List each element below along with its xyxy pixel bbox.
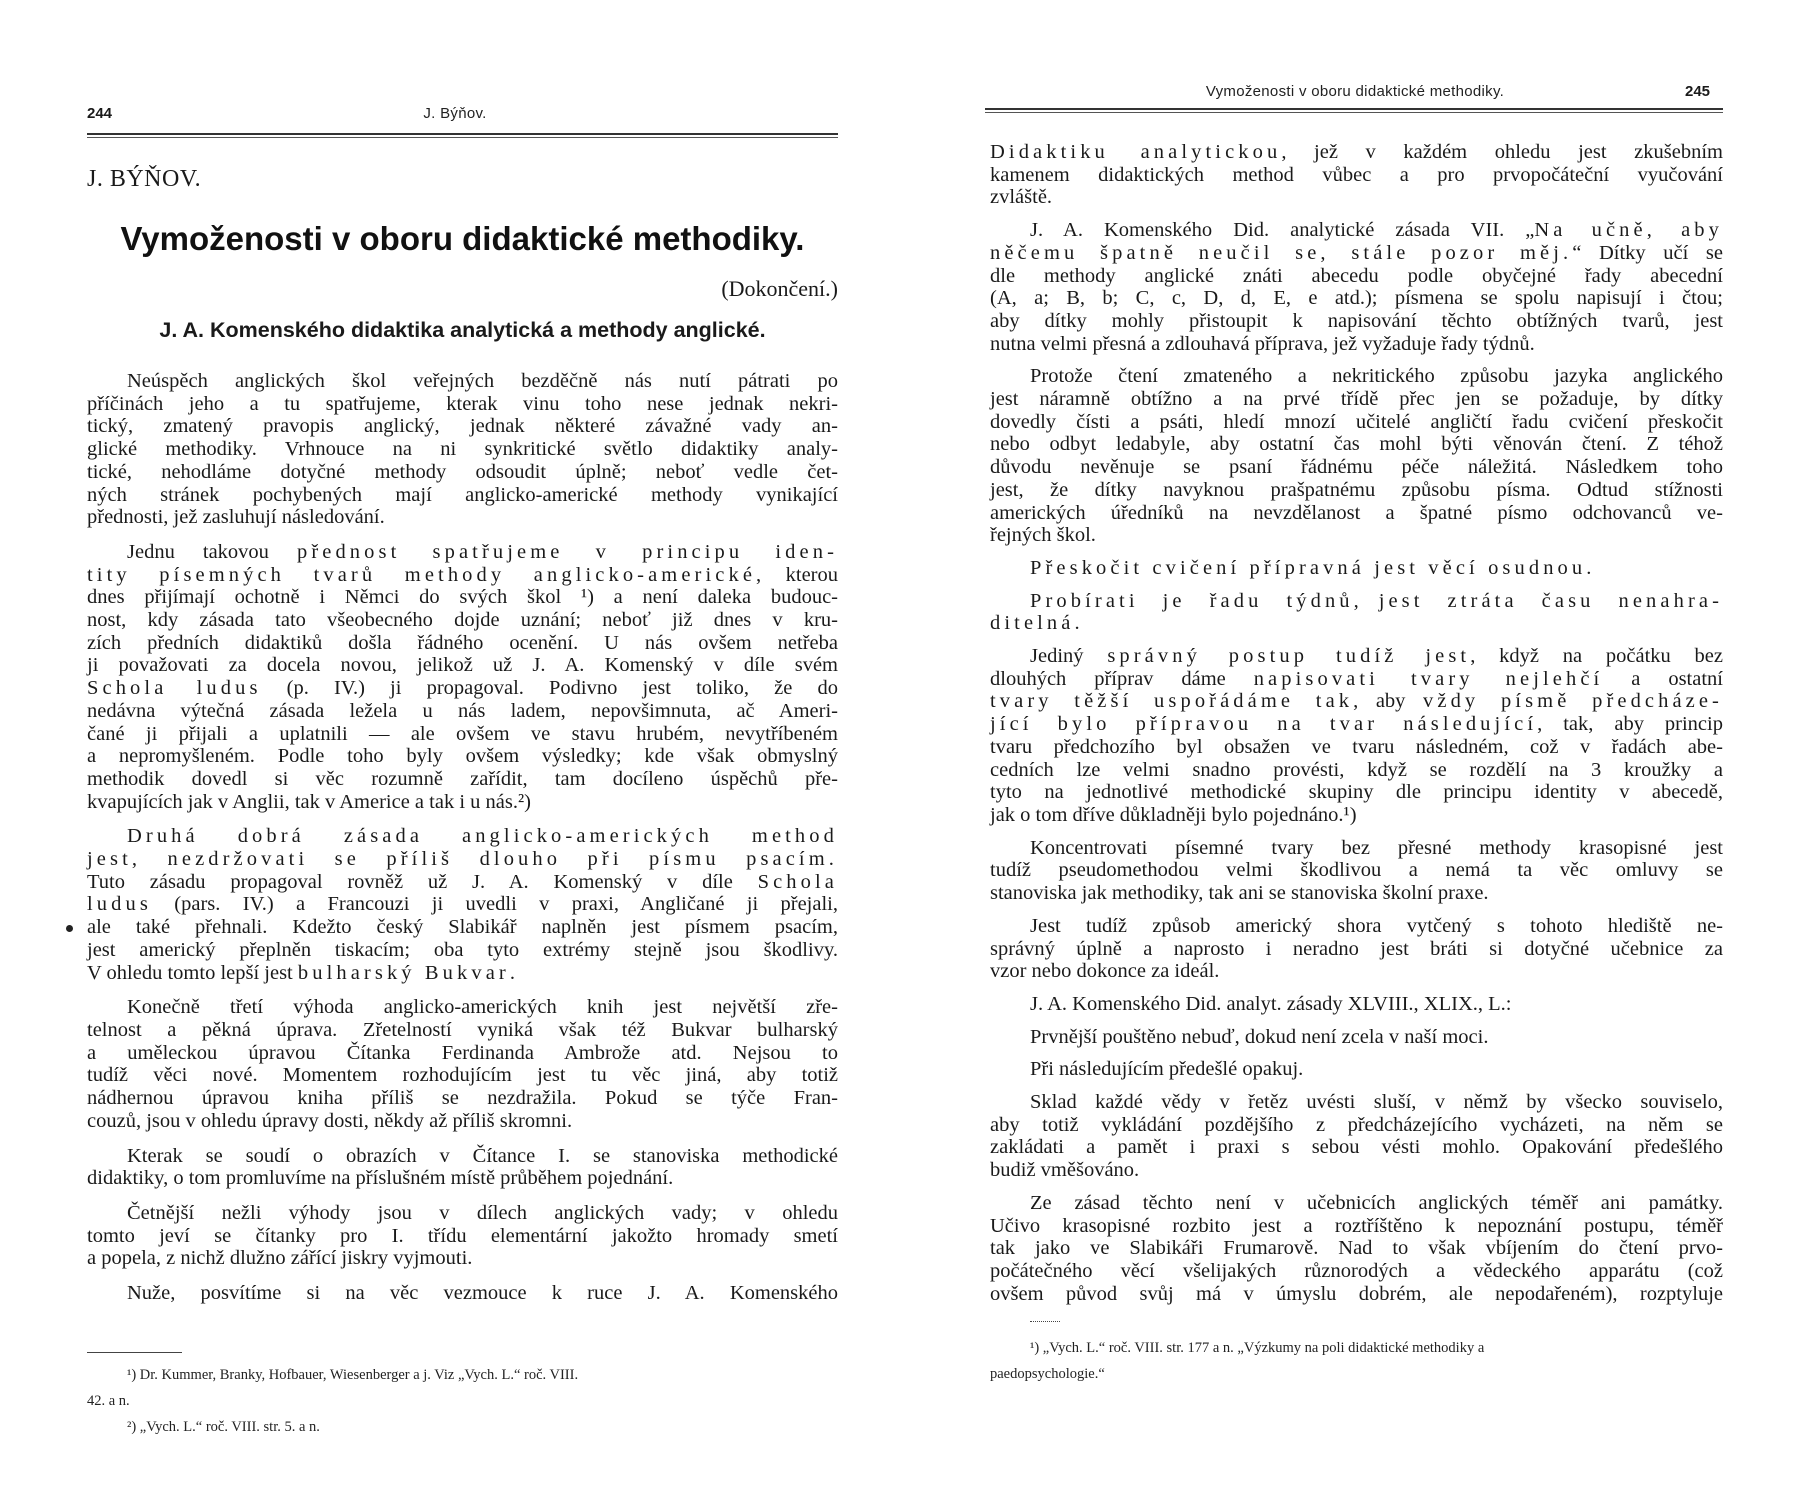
footnote-rule <box>1030 1321 1060 1322</box>
spaced-emphasis: bulharský Bukvar <box>297 961 510 984</box>
footnote: ¹) Dr. Kummer, Branky, Hofbauer, Wiesenberger a j. Viz „Vych. L.“ roč. VIII. <box>127 1367 579 1383</box>
text-line: nost, kdy zásada tato všeobecného dojde uznání; neboť již dnes v kru- <box>87 609 838 632</box>
paragraph <box>990 645 1723 827</box>
page-number: 244 <box>87 105 113 122</box>
spaced-emphasis: něčemu špatně neučil se, stále pozor měj. <box>990 241 1573 264</box>
paragraph <box>990 837 1723 905</box>
text-line <box>990 645 1723 668</box>
spaced-emphasis: správný postup tudíž jest <box>1107 645 1471 668</box>
text-line: kvapujících jak v Anglii, tak v Americe a tak i u nás.²) <box>87 790 531 813</box>
paragraph <box>990 219 1723 355</box>
page-number: 245 <box>1685 83 1711 100</box>
text-line <box>87 848 838 871</box>
text-line: tvaru předchozího byl obsažen ve tvaru následném, což v řadách abe- <box>990 735 1723 758</box>
footnote: 42. a n. <box>87 1393 130 1409</box>
text-line <box>87 677 838 700</box>
text-segment: , kterou <box>756 563 838 586</box>
text-line: a popela, z nichž dlužno zářící jiskry vyjmouti. <box>87 1247 473 1270</box>
text-line: ných stránek pochybených mají anglicko-americké methody vynikající <box>87 483 838 506</box>
text-line: didaktiky, o tom promluvíme na příslušném místě průběhem pojednání. <box>87 1167 674 1190</box>
text-segment: , když na počátku bez <box>1470 645 1723 668</box>
text-line: řejných škol. <box>990 524 1096 547</box>
text-segment: . <box>1586 556 1592 579</box>
right-footnotes <box>990 1335 1723 1387</box>
text-line: stanoviska jak methodiky, tak ani se stanoviska školní praxe. <box>990 882 1489 905</box>
text-line <box>87 541 838 564</box>
text-segment: , <box>1353 589 1379 612</box>
paragraph <box>87 370 838 529</box>
text-line: ji považovati za docela novou, jelikož už J. A. Komenský v díle svém <box>87 654 838 677</box>
text-line: nutna velmi přesná a zdlouhavá příprava, jež vyžaduje řady týdnů. <box>990 332 1535 355</box>
paragraph <box>87 1202 838 1270</box>
text-segment: Jednu takovou <box>127 540 297 563</box>
footnote-rule <box>87 1352 182 1353</box>
text-line: čané ji přijali a uplatnili — ale ovšem ve stavu hrubém, nevytříbeném <box>87 722 838 745</box>
paragraph <box>87 1145 838 1190</box>
text-line: přednosti, jež zasluhují následování. <box>87 506 385 529</box>
text-line: telnost a pěkná úprava. Zřetelností vyniká však též Bukvar bulharský <box>87 1018 838 1041</box>
text-segment: , aby <box>1353 690 1424 713</box>
spaced-emphasis: Schola ludus <box>87 677 262 700</box>
text-line: tické, nehodláme dotyčné methody odsoudit úplně; neboť vedle čet- <box>87 460 838 483</box>
text-line: ale také přehnali. Kdežto český Slabikář naplněn jest písmem psacím, <box>87 916 838 939</box>
text-line: dle methody anglické znáti abecedu podle obyčejné řady abecední <box>990 264 1723 287</box>
spaced-emphasis: ludus <box>87 893 152 916</box>
text-line: jest americký přeplněn tiskacím; oba tyto extrémy stejně jsou škodlivy. <box>87 938 838 961</box>
text-line: tický, zmatený pravopis anglický, jednak některé závažné vady an- <box>87 415 838 438</box>
text-segment: “ Dítky učí se <box>1572 241 1723 264</box>
paragraph <box>990 1026 1723 1049</box>
text-segment: V ohledu tomto lepší jest <box>87 961 298 984</box>
text-line: aby totiž vykládání pozdějšího z předcházejícího vycházeti, na něm se <box>990 1113 1723 1136</box>
spaced-emphasis: Probírati je řadu týdnů <box>1030 589 1354 612</box>
text-segment: . <box>1074 612 1080 635</box>
paragraph <box>87 541 838 813</box>
text-line: Nuže, posvítíme si na věc vezmouce k ruce J. A. Komenského <box>127 1282 838 1305</box>
text-line <box>990 141 1723 164</box>
text-line: cedních lze velmi snadno provésti, když se rozdělí na 3 kroužky a <box>990 758 1723 781</box>
text-line: důvodu nevěnuje se psaní řádnému péče náležitá. Následkem toho <box>990 456 1723 479</box>
text-line: kamenem didaktických method vůbec a pro prvopočáteční vyučování <box>990 163 1723 186</box>
text-line: nebo odbyt ledabyle, aby ostatní čas mohl býti věnován čtení. Z téhož <box>990 433 1723 456</box>
text-line: Koncentrovati písemné tvary bez přesné methody krasopisné jest <box>1030 836 1723 859</box>
text-segment: dlouhých příprav dáme <box>990 667 1254 690</box>
text-line: tudíž pseudomethodou velmi škodlivou a nemá ta věc omluvy se <box>990 859 1723 882</box>
margin-mark <box>66 925 73 932</box>
paragraph <box>990 1192 1723 1306</box>
spaced-emphasis: jící bylo přípravou na tvar následující <box>990 713 1538 736</box>
text-line: dnes přijímají ochotně i Němci do svých škol ¹) a není daleka budouc- <box>87 586 838 609</box>
paragraph <box>87 996 838 1132</box>
continued-note: (Dokončení.) <box>721 276 838 301</box>
text-line: jest, že dítky navyknou prašpatnému způsobu písma. Odtud stížnosti <box>990 478 1723 501</box>
text-line: Četnější nežli výhody jsou v dílech anglických vady; v ohledu <box>127 1201 838 1224</box>
paragraph <box>990 1058 1723 1081</box>
text-line: ovšem původ svůj má v úmyslu dobrém, ale nepodařeném), rozptyluje <box>990 1282 1723 1305</box>
text-line: a uměleckou úpravou Čítanka Ferdinanda Ambrože atd. Nejsou to <box>87 1041 838 1064</box>
text-line: jest náramně obtížno a na prvé třídě přec jen se požaduje, by dítky <box>990 388 1723 411</box>
article-author: J. BÝŇOV. <box>87 166 202 192</box>
text-line: jak o tom dříve důkladněji bylo pojednáno.¹) <box>990 803 1357 826</box>
spaced-emphasis: jest ztráta času nenahra- <box>1378 589 1723 612</box>
text-line <box>87 825 838 848</box>
spaced-emphasis: jest, nezdržovati se příliš dlouho při písmu psacím. <box>87 848 838 871</box>
left-footnotes <box>87 1362 838 1440</box>
footnote: paedopsychologie.“ <box>990 1366 1105 1382</box>
text-line: tyto na jednotlivé methodické skupiny dle principu identity v abecedě, <box>990 781 1723 804</box>
text-line <box>87 893 838 916</box>
text-line: Při následujícím předešlé opakuj. <box>1030 1058 1304 1081</box>
text-line: zích předních didaktiků došla řádného ocenění. U nás ovšem netřeba <box>87 631 838 654</box>
left-body-text <box>87 370 838 1305</box>
text-line: Učivo krasopisné rozbito jest a roztříštěno k nepoznání postupu, téměř <box>990 1214 1723 1237</box>
text-line: Kterak se soudí o obrazích v Čítance I. se stanoviska methodické <box>127 1144 838 1167</box>
text-line: J. A. Komenského Did. analyt. zásady XLVIII., XLIX., L.: <box>1030 992 1512 1015</box>
text-line: tomto jeví se čítanky pro I. třídu elementární jakožto hromady smetí <box>87 1224 838 1247</box>
text-line <box>87 871 838 894</box>
text-line: (A, a; B, b; C, c, D, d, E, e atd.); písmena se spolu napisují i čtou; <box>990 287 1723 310</box>
text-line <box>990 690 1723 713</box>
paragraph <box>990 141 1723 209</box>
text-line: couzů, jsou v ohledu úpravy dosti, někdy až příliš skromni. <box>87 1109 573 1132</box>
spaced-emphasis: Didaktiku analytickou <box>990 141 1282 163</box>
text-line <box>990 612 1723 635</box>
text-line: Prvnější pouštěno nebuď, dokud není zcela v naší moci. <box>1030 1025 1489 1048</box>
text-line <box>990 242 1723 265</box>
text-segment: J. A. Komenského Did. analytické zásada VII. „ <box>1030 219 1535 242</box>
text-line: Jest tudíž způsob americký shora vytčený s tohoto hlediště ne- <box>1030 914 1723 937</box>
spaced-emphasis: Na učně, aby <box>1534 219 1723 242</box>
spaced-emphasis: tity písemných tvarů methody anglicko-americké <box>87 563 757 586</box>
text-line: budiž vměšováno. <box>990 1159 1140 1182</box>
paragraph <box>990 915 1723 983</box>
text-line <box>87 962 838 985</box>
spaced-emphasis: Přeskočit cvičení přípravná jest věcí osudnou <box>1030 556 1587 579</box>
text-line <box>990 668 1723 691</box>
text-segment: (p. IV.) ji propagoval. Podivno jest toliko, že do <box>261 677 838 700</box>
header-rule <box>87 133 838 138</box>
text-segment: , jež v každém ohledu jest zkušebním <box>1281 141 1723 163</box>
text-line: Sklad každé vědy v řetěz uvésti sluší, v němž by všecko souviselo, <box>1030 1091 1723 1114</box>
spaced-emphasis: přednost spatřujeme v principu iden- <box>296 540 839 563</box>
text-line: dovedly čísti a psáti, hledí mnozí učitelé angličtí řadu cvičení přeskočit <box>990 410 1723 433</box>
text-line: Protože čtení zmateného a nekritického způsobu jazyka anglického <box>1030 365 1723 388</box>
text-line: tak jako ve Slabikáři Frumarově. Nad to však vbíjením do čtení prvo- <box>990 1237 1723 1260</box>
section-heading: J. A. Komenského didaktika analytická a methody anglické. <box>159 318 766 342</box>
spaced-emphasis: Schola <box>757 870 838 893</box>
paragraph <box>87 825 838 984</box>
running-head: J. Býňov. <box>423 105 487 122</box>
text-segment: Jediný <box>1030 645 1108 668</box>
paragraph <box>990 1091 1723 1182</box>
text-line: Ze zásad těchto není v učebnicích anglických téměř ani památky. <box>1030 1191 1723 1214</box>
text-segment: (pars. IV.) a Francouzi ji uvedli v praxi, Angličané ji přejali, <box>151 893 838 916</box>
text-line: správný úplně a naprosto i neradno jest bráti si dotyčné učebnice za <box>990 937 1723 960</box>
spaced-emphasis: ditelná <box>990 612 1075 635</box>
text-line: zakládati a pamět i praxi s sebou vésti mohlo. Opakování předešlého <box>990 1136 1723 1159</box>
running-head: Vymoženosti v oboru didaktické methodiky. <box>1205 83 1505 100</box>
text-line: nedávna výtečná zásada ležela u nás ladem, nepovšimnuta, ač Ameri- <box>87 699 838 722</box>
text-line: Konečně třetí výhoda anglicko-amerických knih jest největší zře- <box>127 996 838 1019</box>
paragraph <box>990 993 1723 1016</box>
spaced-emphasis: vždy písmě předcháze- <box>1423 690 1723 713</box>
paragraph <box>990 365 1723 547</box>
text-line: zvláště. <box>990 186 1053 209</box>
paragraph <box>87 1282 838 1305</box>
text-line <box>990 219 1723 242</box>
header-rule <box>985 108 1723 113</box>
text-line: tudíž věci nové. Momentem rozhodujícím jest tu věc jiná, aby totiž <box>87 1064 838 1087</box>
spaced-emphasis: napisovati tvary nejlehčí <box>1253 667 1604 690</box>
footnote: ¹) „Vych. L.“ roč. VIII. str. 177 a n. „Výzkumy na poli didaktické methodiky a <box>1030 1340 1485 1356</box>
paragraph <box>990 557 1723 580</box>
text-line: Neúspěch anglických škol veřejných bezděčně nás nutí pátrati po <box>127 370 838 392</box>
text-line <box>990 713 1723 736</box>
paragraph <box>990 590 1723 635</box>
text-line: methodik dovedl si věc rozumně zařídit, tam docíleno úspěchů pře- <box>87 767 838 790</box>
text-segment: Tuto zásadu propagoval rovněž už J. A. Komenský v díle <box>87 870 758 893</box>
text-segment: , tak, aby princip <box>1537 713 1723 736</box>
text-segment: . <box>509 961 515 984</box>
footnote: ²) „Vych. L.“ roč. VIII. str. 5. a n. <box>127 1419 320 1435</box>
text-line: příčinách jeho a tu spatřujeme, kterak vinu toho nese jednak nekri- <box>87 392 838 415</box>
right-body-text <box>990 141 1723 1305</box>
article-title: Vymoženosti v oboru didaktické methodiky. <box>120 220 805 257</box>
text-segment: a ostatní <box>1603 667 1723 690</box>
text-line: amerických úředníků na nevzdělanost a špatné písmo odchovanců ve- <box>990 501 1723 524</box>
text-line: počátečného věcí všelijakých různorodých a vědeckého apparátu (což <box>990 1259 1723 1282</box>
text-line: nádhernou úpravou kniha příliš se nezdražila. Pokud se týče Fran- <box>87 1087 838 1110</box>
text-line <box>990 590 1723 613</box>
text-line <box>990 557 1723 580</box>
text-line: glické methodiky. Vrhnouce na ni synkritické světlo didaktiky analy- <box>87 438 838 461</box>
text-line: aby dítky mohly přistoupit k napisování těchto obtížných tvarů, jest <box>990 309 1723 332</box>
text-line: vzor nebo dokonce za ideál. <box>990 960 1220 983</box>
text-line <box>87 564 838 587</box>
text-line: a nepromyšleném. Podle toho byly ovšem výsledky; kde však obmyslný <box>87 745 838 768</box>
spaced-emphasis: tvary těžší uspořádáme tak <box>990 690 1354 713</box>
spaced-emphasis: Druhá dobrá zásada anglicko-amerických method <box>127 825 838 848</box>
